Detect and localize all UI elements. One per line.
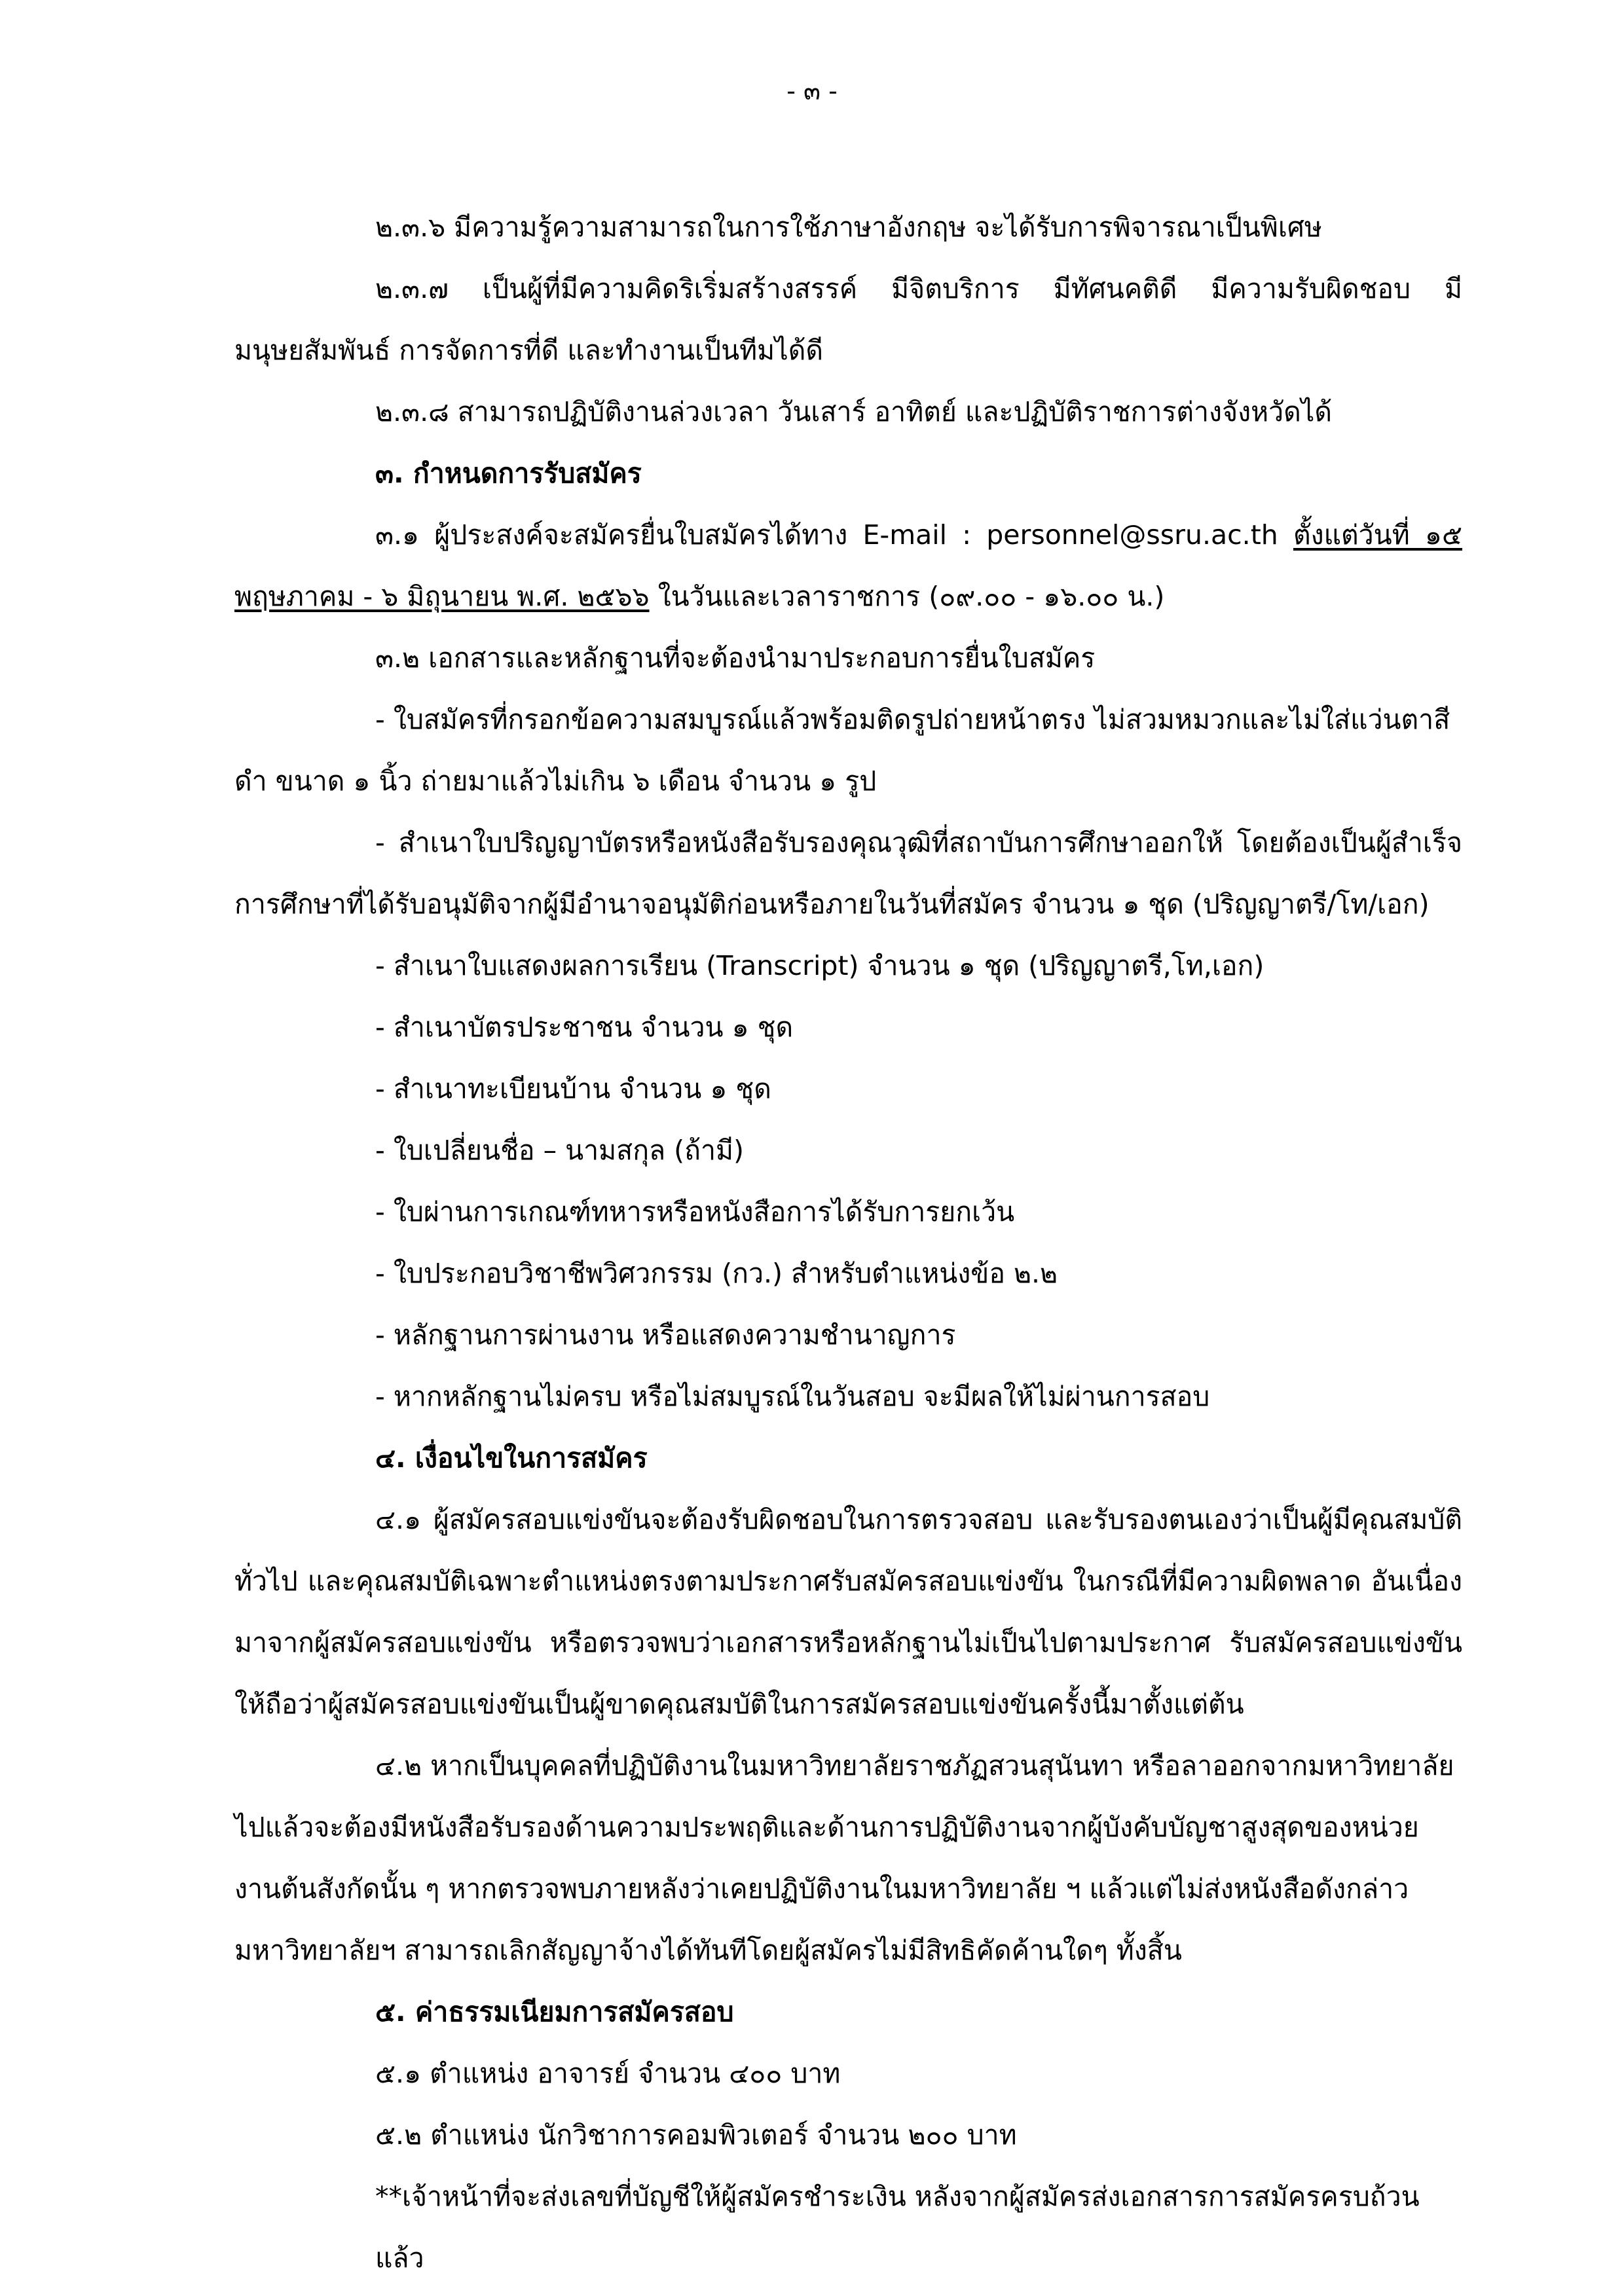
document-item-incomplete-warning: - หากหลักฐานไม่ครบ หรือไม่สมบูรณ์ในวันสอบ จะมีผลให้ไม่ผ่านการสอบ [375, 1381, 1210, 1412]
section-3-heading: ๓. กำหนดการรับสมัคร [375, 458, 642, 489]
section-4-heading: ๔. เงื่อนไขในการสมัคร [375, 1442, 648, 1474]
document-item-degree-copy: - สำเนาใบปริญญาบัตรหรือหนังสือรับรองคุณวุฒิที่สถาบันการศึกษาออกให้ โดยต้องเป็นผู้สำเร็จการศึกษาที่ได้รับอนุมัติจากผู้มีอำนาจอนุมัติก่อนหรือภายในวันที่สมัคร จำนวน ๑ ชุด (ปริญญาตรี/โท/เอก) [234, 827, 1462, 920]
item-4-1: ๔.๑ ผู้สมัครสอบแข่งขันจะต้องรับผิดชอบในการตรวจสอบ และรับรองตนเองว่าเป็นผู้มีคุณสมบัติทั่วไป และคุณสมบัติเฉพาะตำแหน่งตรงตามประกาศรับสมัครสอบแข่งขัน ในกรณีที่มีความผิดพลาด อันเนื่องมาจากผู้สมัครสอบแข่งขัน หรือตรวจพบว่าเอกสารหรือหลักฐานไม่เป็นไปตามประกาศ รับสมัครสอบแข่งขันให้ถือว่าผู้สมัครสอบแข่งขันเป็นผู้ขาดคุณสมบัติในการสมัครสอบแข่งขันครั้งนี้มาตั้งแต่ต้น [234, 1504, 1462, 1720]
document-item-name-change: - ใบเปลี่ยนชื่อ – นามสกุล (ถ้ามี) [375, 1135, 745, 1166]
item-5-1: ๕.๑ ตำแหน่ง อาจารย์ จำนวน ๔๐๐ บาท [375, 2058, 841, 2089]
document-item-id-card: - สำเนาบัตรประชาชน จำนวน ๑ ชุด [375, 1011, 794, 1043]
section-5-heading: ๕. ค่าธรรมเนียมการสมัครสอบ [375, 1996, 734, 2028]
document-body [234, 196, 1462, 2289]
item-3-1-text: ๓.๑ ผู้ประสงค์จะสมัครยื่นใบสมัครได้ทาง E-mail : personnel@ssru.ac.th [375, 519, 1293, 551]
item-2-3-7: ๒.๓.๗ เป็นผู้ที่มีความคิดริเริ่มสร้างสรรค์ มีจิตบริการ มีทัศนคติดี มีความรับผิดชอบ มีมนุษยสัมพันธ์ การจัดการที่ดี และทำงานเป็นทีมได้ดี [234, 273, 1462, 366]
application-period: ตั้งแต่วันที่ ๑๕ พฤษภาคม - ๖ มิถุนายน พ.ศ. ๒๕๖๖ [234, 519, 1462, 612]
document-item-house-registration: - สำเนาทะเบียนบ้าน จำนวน ๑ ชุด [375, 1073, 771, 1104]
document-item-work-evidence: - หลักฐานการผ่านงาน หรือแสดงความชำนาญการ [375, 1319, 956, 1351]
item-4-2: ๔.๒ หากเป็นบุคคลที่ปฏิบัติงานในมหาวิทยาลัยราชภัฏสวนสุนันทา หรือลาออกจากมหาวิทยาลัยไปแล้วจะต้องมีหนังสือรับรองด้านความประพฤติและด้านการปฏิบัติงานจากผู้บังคับบัญชาสูงสุดของหน่วยงานต้นสังกัดนั้น ๆ หากตรวจพบภายหลังว่าเคยปฏิบัติงานในมหาวิทยาลัย ฯ แล้วแต่ไม่ส่งหนังสือดังกล่าว มหาวิทยาลัยฯ สามารถเลิกสัญญาจ้างได้ทันทีโดยผู้สมัครไม่มีสิทธิคัดค้านใดๆ ทั้งสิ้น [234, 1750, 1454, 1966]
item-3-2: ๓.๒ เอกสารและหลักฐานที่จะต้องนำมาประกอบการยื่นใบสมัคร [375, 642, 1096, 674]
document-item-military: - ใบผ่านการเกณฑ์ทหารหรือหนังสือการได้รับการยกเว้น [375, 1196, 1015, 1228]
item-3-1-hours: ในวันและเวลาราชการ (๐๙.๐๐ - ๑๖.๐๐ น.) [649, 581, 1165, 612]
item-2-3-8: ๒.๓.๘ สามารถปฏิบัติงานล่วงเวลา วันเสาร์ อาทิตย์ และปฏิบัติราชการต่างจังหวัดได้ [375, 396, 1333, 428]
item-5-2: ๕.๒ ตำแหน่ง นักวิชาการคอมพิวเตอร์ จำนวน ๒๐๐ บาท [375, 2119, 1017, 2151]
document-item-engineering-license: - ใบประกอบวิชาชีพวิศวกรรม (กว.) สำหรับตำแหน่งข้อ ๒.๒ [375, 1258, 1058, 1289]
item-2-3-6: ๒.๓.๖ มีความรู้ความสามารถในการใช้ภาษาอังกฤษ จะได้รับการพิจารณาเป็นพิเศษ [375, 211, 1322, 243]
document-item-transcript: - สำเนาใบแสดงผลการเรียน (Transcript) จำนวน ๑ ชุด (ปริญญาตรี,โท,เอก) [375, 950, 1264, 981]
page-number: - ๓ - [786, 77, 838, 105]
payment-note: **เจ้าหน้าที่จะส่งเลขที่บัญชีให้ผู้สมัครชำระเงิน หลังจากผู้สมัครส่งเอกสารการสมัครครบถ้วนแล้ว [375, 2181, 1420, 2274]
item-3-1 [234, 504, 1462, 627]
document-item-application-form: - ใบสมัครที่กรอกข้อความสมบูรณ์แล้วพร้อมติดรูปถ่ายหน้าตรง ไม่สวมหมวกและไม่ใส่แว่นตาสีดำ ขนาด ๑ นิ้ว ถ่ายมาแล้วไม่เกิน ๖ เดือน จำนวน ๑ รูป [234, 704, 1450, 797]
